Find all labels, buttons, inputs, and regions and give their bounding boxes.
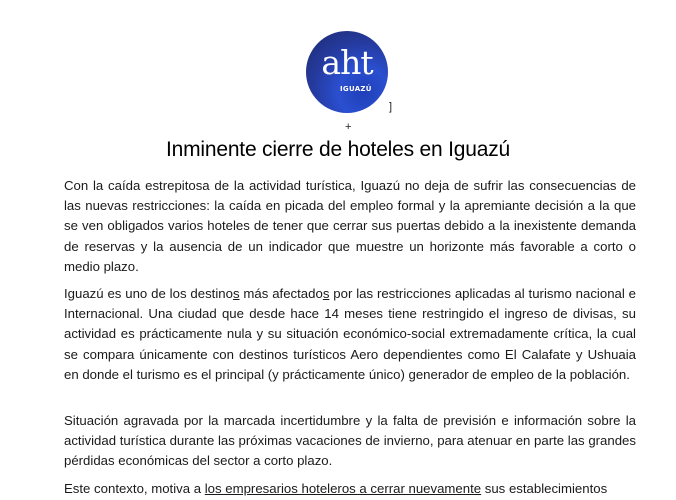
stray-bracket: ] — [389, 101, 393, 113]
paragraph-3: Situación agravada por la marcada incertidumbre y la falta de previsión e información sobre la actividad turística durante las próximas vacaciones de invierno, para atenuar en parte las grandes pérdidas económicas del sector a corto plazo. — [64, 413, 636, 469]
p4-underlined-phrase: los empresarios hoteleros a cerrar nuevamente — [204, 481, 482, 496]
p2-underlined-s2: s — [322, 286, 330, 301]
logo-subtext: IGUAZÚ — [340, 85, 372, 93]
p4-text-c: sus establecimientos — [481, 481, 608, 496]
p2-text-a: Iguazú es uno de los destino — [64, 286, 233, 301]
paragraph-2 — [64, 284, 636, 385]
logo-text: aht — [321, 43, 373, 82]
p2-underlined-s1: s — [232, 286, 240, 301]
paragraph-4 — [64, 479, 636, 499]
paragraph-1: Con la caída estrepitosa de la actividad turística, Iguazú no deja de sufrir las consecuencias de las nuevas restricciones: la caída en picada del empleo formal y la apremiante decisión a la que se ven obligados varios hoteles de tener que cerrar sus puertas debido a la inexistente demanda de reservas y la ausencia de un indicador que muestre un horizonte más favorable a corto o medio plazo. — [64, 178, 636, 274]
aht-iguazu-logo — [306, 31, 388, 113]
logo-circle — [306, 31, 388, 113]
p2-text-c: más afectado — [239, 286, 323, 301]
stray-plus: + — [345, 121, 352, 133]
article-title: Inminente cierre de hoteles en Iguazú — [166, 138, 510, 161]
p2-text-e: por las restricciones aplicadas al turismo nacional e Internacional. Una ciudad que desde hace 14 meses tiene restringido el ingreso de divisas, su actividad es prácticamente nula y su situación económico-social extremadamente crítica, la cual se compara únicamente con destinos turísticos Aero dependientes como El Calafate y Ushuaia en donde el turismo es el principal (y prácticamente único) generador de empleo de la población. — [64, 286, 636, 382]
p4-text-a: Este contexto, motiva a — [64, 481, 205, 496]
